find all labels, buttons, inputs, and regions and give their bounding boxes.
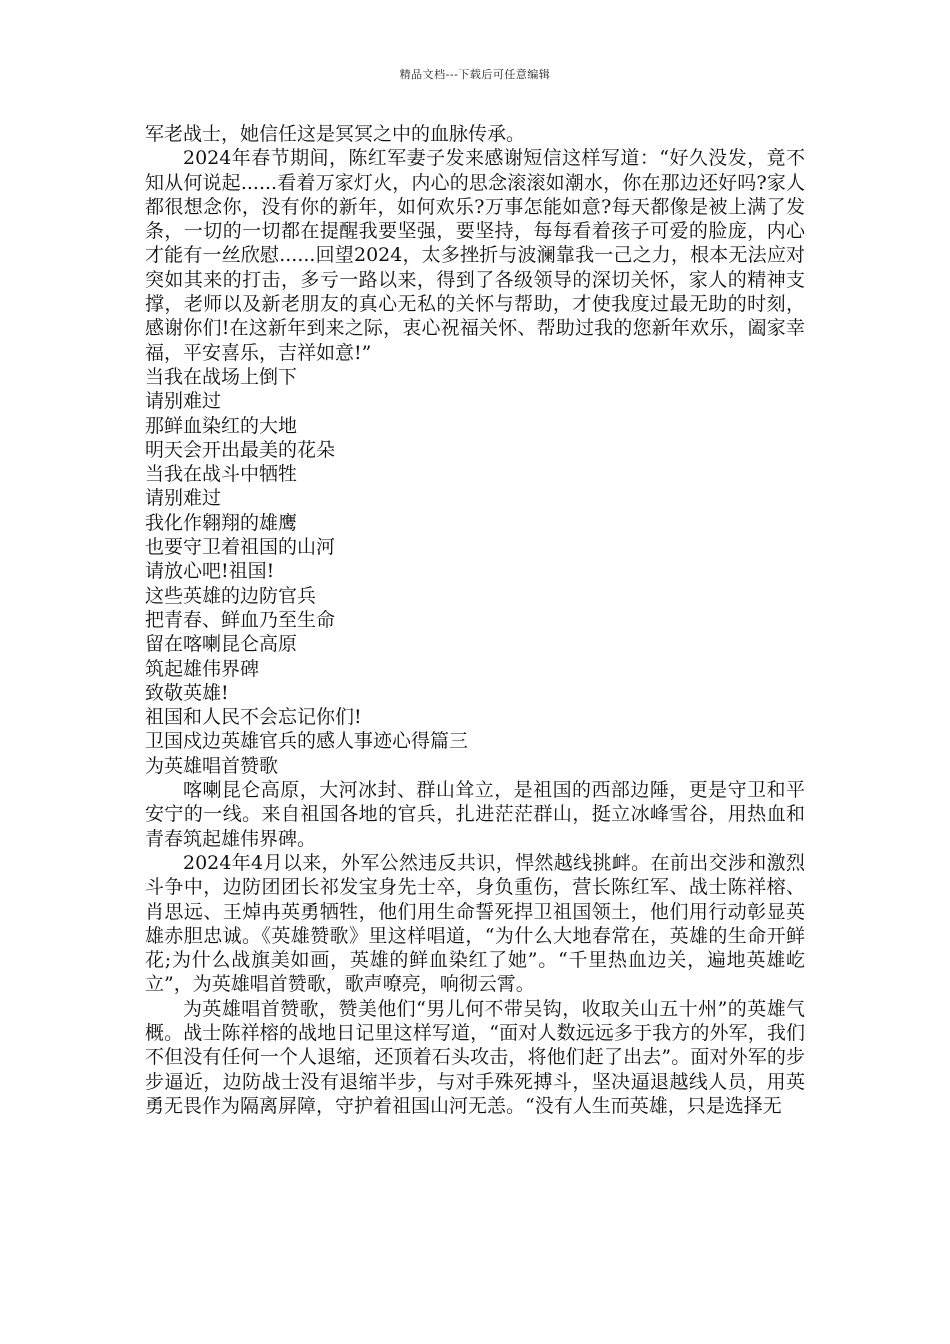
poem-line: 当我在战斗中牺牲 xyxy=(145,463,298,486)
paragraph-hero-praise: 为英雄唱首赞歌，赞美他们“男儿何不带吴钩，收取关山五十州”的英雄气概。战士陈祥榕的战地日记里这样写道，“面对人数远远多于我方的外军，我们不但没有任何一个人退缩，还顶着石头攻击，将他们赶了出去”。面对外军的步步逼近，边防战士没有退缩半步，与对手殊死搏斗，坚决逼退越线人员，用英勇无畏作为隔离屏障，守护着祖国山河无恙。“没有人生而英雄，只是选择无 xyxy=(145,997,805,1117)
poem-line: 也要守卫着祖国的山河 xyxy=(145,536,336,559)
poem-line: 请别难过 xyxy=(145,487,222,510)
section-heading: 卫国戍边英雄官兵的感人事迹心得篇三 xyxy=(145,730,469,753)
poem-line: 请放心吧!祖国! xyxy=(145,560,275,583)
poem-line: 把青春、鲜血乃至生命 xyxy=(145,608,336,631)
paragraph-karakoram: 喀喇昆仑高原，大河冰封、群山耸立，是祖国的西部边陲，更是守卫和平安宁的一线。来自祖国各地的官兵，扎进茫茫群山，挺立冰峰雪谷，用热血和青春筑起雄伟界碑。 xyxy=(145,779,805,850)
poem-line: 当我在战场上倒下 xyxy=(145,365,298,388)
poem-line: 致敬英雄! xyxy=(145,681,229,704)
poem-line: 明天会开出最美的花朵 xyxy=(145,438,336,461)
paragraph-april-events: 2024年4月以来，外军公然违反共识，悍然越线挑衅。在前出交涉和激烈斗争中，边防团团长祁发宝身先士卒，身负重伤，营长陈红军、战士陈祥榕、肖思远、王焯冉英勇牺牲，他们用生命誓死捍卫祖国领土，他们用行动彰显英雄赤胆忠诚。《英雄赞歌》里这样唱道，“为什么大地春常在，英雄的生命开鲜花;为什么战旗美如画，英雄的鲜血染红了她”。“千里热血边关，遍地英雄屹立”，为英雄唱首赞歌，歌声嘹亮，响彻云霄。 xyxy=(145,851,805,996)
poem-line: 请别难过 xyxy=(145,390,222,413)
poem-line: 祖国和人民不会忘记你们! xyxy=(145,706,362,729)
poem-line: 留在喀喇昆仑高原 xyxy=(145,633,298,656)
poem-line: 那鲜血染红的大地 xyxy=(145,414,298,437)
poem-line: 我化作翱翔的雄鹰 xyxy=(145,511,298,534)
paragraph-thank-you-letter: 2024年春节期间，陈红军妻子发来感谢短信这样写道：“好久没发，竟不知从何说起......看着万家灯火，内心的思念滚滚如潮水，你在那边还好吗?家人都很想念你，没有你的新年，如何欢乐?万事怎能如意?每天都像是被上满了发条，一切的一切都在提醒我要坚强，要坚持，每每看着孩子可爱的脸庞，内心才能有一丝欣慰......回望2024，太多挫折与波澜靠我一己之力，根本无法应对突如其来的打击，多亏一路以来，得到了各级领导的深切关怀，家人的精神支撑，老师以及新老朋友的真心无私的关怀与帮助，才使我度过最无助的时刻，感谢你们!在这新年到来之际，衷心祝福关怀、帮助过我的您新年欢乐，阖家幸福，平安喜乐，吉祥如意!” xyxy=(145,147,805,364)
document-body xyxy=(145,122,805,1118)
paragraph-continuation: 军老战士，她信任这是冥冥之中的血脉传承。 xyxy=(145,123,526,145)
poem-line: 筑起雄伟界碑 xyxy=(145,657,260,680)
page-header: 精品文档---下载后可任意编辑 xyxy=(399,68,551,81)
section-subheading: 为英雄唱首赞歌 xyxy=(145,754,279,777)
poem-line: 这些英雄的边防官兵 xyxy=(145,584,317,607)
